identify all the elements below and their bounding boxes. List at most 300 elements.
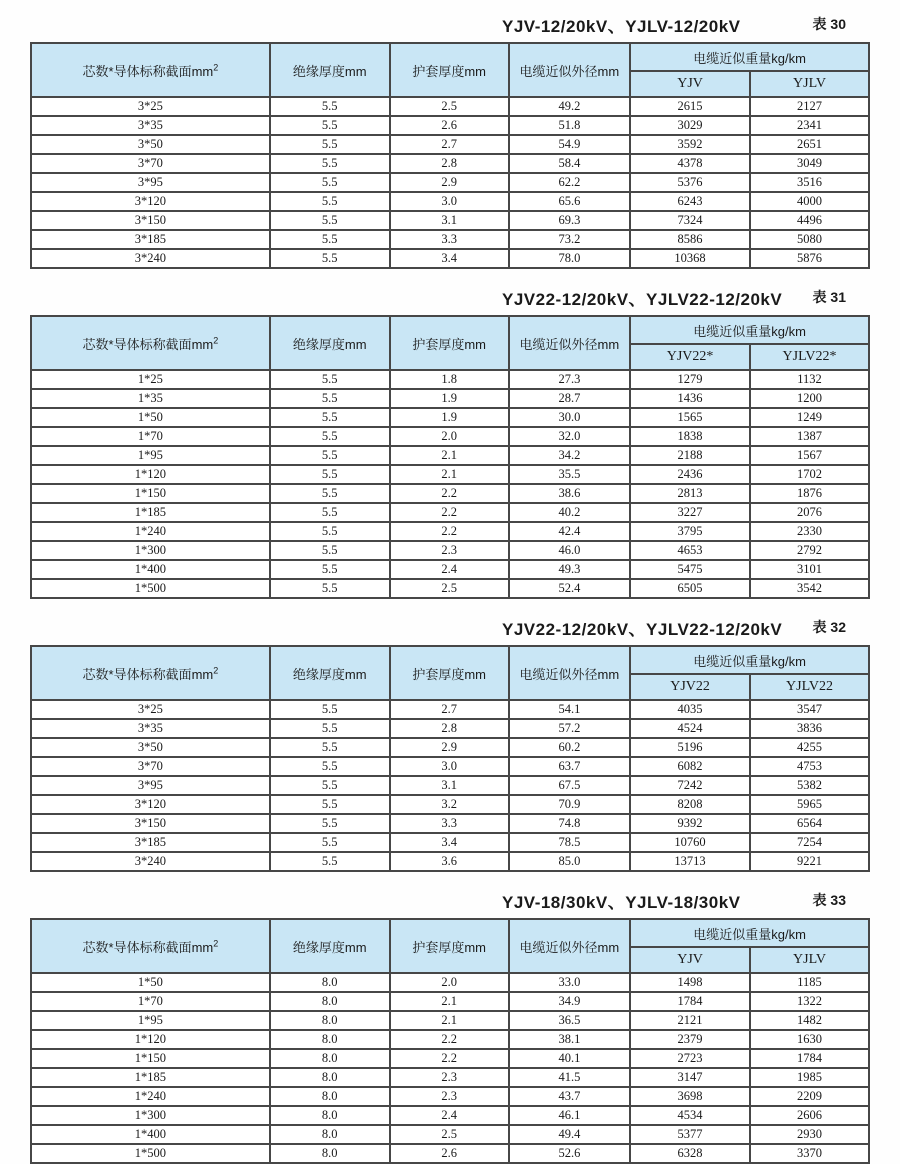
cell-sheath-thickness: 2.7 xyxy=(390,700,509,719)
cell-weight-b: 5876 xyxy=(750,249,869,268)
cell-outer-diameter: 67.5 xyxy=(509,776,631,795)
col-header-diameter: 电缆近似外径mm xyxy=(509,646,631,700)
cell-sheath-thickness: 2.2 xyxy=(390,522,509,541)
cell-outer-diameter: 49.3 xyxy=(509,560,631,579)
cell-core-section: 1*50 xyxy=(31,973,270,992)
table-row xyxy=(31,560,869,579)
cell-sheath-thickness: 2.5 xyxy=(390,1125,509,1144)
cell-outer-diameter: 85.0 xyxy=(509,852,631,871)
cell-sheath-thickness: 2.3 xyxy=(390,1087,509,1106)
cell-sheath-thickness: 1.8 xyxy=(390,370,509,389)
cell-weight-b: 1322 xyxy=(750,992,869,1011)
table-row xyxy=(31,427,869,446)
table-row xyxy=(31,1030,869,1049)
cell-weight-b: 1985 xyxy=(750,1068,869,1087)
cell-weight-b: 1567 xyxy=(750,446,869,465)
cell-core-section: 3*25 xyxy=(31,97,270,116)
table-row xyxy=(31,522,869,541)
cell-insulation-thickness: 5.5 xyxy=(270,503,390,522)
cell-sheath-thickness: 3.3 xyxy=(390,230,509,249)
cell-weight-b: 1132 xyxy=(750,370,869,389)
cell-outer-diameter: 60.2 xyxy=(509,738,631,757)
cell-weight-a: 5376 xyxy=(630,173,750,192)
cell-weight-b: 5965 xyxy=(750,795,869,814)
cell-weight-a: 6505 xyxy=(630,579,750,598)
cell-outer-diameter: 69.3 xyxy=(509,211,631,230)
cell-weight-a: 2379 xyxy=(630,1030,750,1049)
cell-weight-b: 1482 xyxy=(750,1011,869,1030)
cable-table-section xyxy=(30,12,870,269)
table-row xyxy=(31,173,869,192)
cell-outer-diameter: 52.6 xyxy=(509,1144,631,1163)
cell-core-section: 1*400 xyxy=(31,1125,270,1144)
col-header-core-section xyxy=(31,919,270,973)
cable-spec-table xyxy=(30,645,870,872)
cell-insulation-thickness: 5.5 xyxy=(270,97,390,116)
table-row xyxy=(31,1144,869,1163)
cell-weight-a: 5475 xyxy=(630,560,750,579)
cell-weight-a: 3698 xyxy=(630,1087,750,1106)
cell-weight-b: 1630 xyxy=(750,1030,869,1049)
table-row xyxy=(31,389,869,408)
table-row xyxy=(31,192,869,211)
cell-core-section: 1*50 xyxy=(31,408,270,427)
table-row xyxy=(31,795,869,814)
cell-core-section: 1*95 xyxy=(31,446,270,465)
cell-insulation-thickness: 5.5 xyxy=(270,370,390,389)
cell-weight-a: 1784 xyxy=(630,992,750,1011)
cell-sheath-thickness: 2.6 xyxy=(390,116,509,135)
cell-sheath-thickness: 2.4 xyxy=(390,560,509,579)
table-row xyxy=(31,116,869,135)
cell-weight-b: 3049 xyxy=(750,154,869,173)
table-row xyxy=(31,446,869,465)
cell-weight-a: 4378 xyxy=(630,154,750,173)
col-header-weight-0: YJV22 xyxy=(630,674,750,700)
table-row xyxy=(31,719,869,738)
cell-core-section: 1*35 xyxy=(31,389,270,408)
cell-sheath-thickness: 2.1 xyxy=(390,446,509,465)
col-header-diameter: 电缆近似外径mm xyxy=(509,43,631,97)
cell-sheath-thickness: 2.2 xyxy=(390,503,509,522)
cell-insulation-thickness: 5.5 xyxy=(270,408,390,427)
col-header-core-section-label: 芯数*导体标称截面mm xyxy=(82,939,214,955)
cell-sheath-thickness: 3.4 xyxy=(390,833,509,852)
cell-weight-b: 7254 xyxy=(750,833,869,852)
cell-weight-b: 6564 xyxy=(750,814,869,833)
cell-weight-a: 3029 xyxy=(630,116,750,135)
cable-spec-table xyxy=(30,315,870,599)
cell-weight-a: 3795 xyxy=(630,522,750,541)
cell-insulation-thickness: 8.0 xyxy=(270,1125,390,1144)
cell-insulation-thickness: 5.5 xyxy=(270,795,390,814)
cell-core-section: 1*25 xyxy=(31,370,270,389)
cell-weight-a: 4524 xyxy=(630,719,750,738)
table-row xyxy=(31,992,869,1011)
col-header-weight-group: 电缆近似重量kg/km xyxy=(630,316,869,344)
cell-insulation-thickness: 8.0 xyxy=(270,1106,390,1125)
cell-sheath-thickness: 3.1 xyxy=(390,776,509,795)
cable-table-section xyxy=(30,615,870,872)
cell-sheath-thickness: 2.7 xyxy=(390,135,509,154)
table-row xyxy=(31,700,869,719)
cell-outer-diameter: 43.7 xyxy=(509,1087,631,1106)
table-row xyxy=(31,1049,869,1068)
cell-sheath-thickness: 3.0 xyxy=(390,192,509,211)
cell-sheath-thickness: 1.9 xyxy=(390,389,509,408)
table-title: YJV22-12/20kV、YJLV22-12/20kV xyxy=(502,620,783,639)
table-row xyxy=(31,1106,869,1125)
table-row xyxy=(31,1087,869,1106)
cell-weight-a: 3227 xyxy=(630,503,750,522)
cell-core-section: 1*185 xyxy=(31,503,270,522)
cell-outer-diameter: 41.5 xyxy=(509,1068,631,1087)
cell-core-section: 1*400 xyxy=(31,560,270,579)
cell-outer-diameter: 63.7 xyxy=(509,757,631,776)
cell-weight-a: 2813 xyxy=(630,484,750,503)
col-header-insulation: 绝缘厚度mm xyxy=(270,646,390,700)
cell-weight-a: 2188 xyxy=(630,446,750,465)
cell-core-section: 1*95 xyxy=(31,1011,270,1030)
cell-insulation-thickness: 5.5 xyxy=(270,522,390,541)
cell-insulation-thickness: 5.5 xyxy=(270,173,390,192)
col-header-core-section-sup: 2 xyxy=(213,665,219,676)
cell-weight-b: 1200 xyxy=(750,389,869,408)
cell-core-section: 1*150 xyxy=(31,1049,270,1068)
table-row xyxy=(31,370,869,389)
cell-weight-b: 1702 xyxy=(750,465,869,484)
cell-sheath-thickness: 2.2 xyxy=(390,484,509,503)
cell-insulation-thickness: 5.5 xyxy=(270,427,390,446)
cell-weight-a: 8208 xyxy=(630,795,750,814)
cable-table-section xyxy=(30,285,870,599)
cell-core-section: 3*240 xyxy=(31,249,270,268)
cell-insulation-thickness: 8.0 xyxy=(270,992,390,1011)
cell-weight-a: 7242 xyxy=(630,776,750,795)
table-row xyxy=(31,97,869,116)
cell-weight-b: 5080 xyxy=(750,230,869,249)
cell-core-section: 1*120 xyxy=(31,465,270,484)
cell-sheath-thickness: 2.1 xyxy=(390,1011,509,1030)
cell-weight-b: 2209 xyxy=(750,1087,869,1106)
table-number: 表 33 xyxy=(812,892,846,908)
cell-core-section: 3*150 xyxy=(31,211,270,230)
col-header-weight-group: 电缆近似重量kg/km xyxy=(630,646,869,674)
cell-outer-diameter: 27.3 xyxy=(509,370,631,389)
cell-outer-diameter: 78.5 xyxy=(509,833,631,852)
cell-core-section: 1*70 xyxy=(31,427,270,446)
cell-outer-diameter: 73.2 xyxy=(509,230,631,249)
header-row-group xyxy=(31,646,869,674)
cell-core-section: 3*25 xyxy=(31,700,270,719)
cell-weight-a: 6082 xyxy=(630,757,750,776)
header-row-group xyxy=(31,316,869,344)
table-title: YJV22-12/20kV、YJLV22-12/20kV xyxy=(502,290,783,309)
cable-spec-table xyxy=(30,42,870,269)
cell-core-section: 3*35 xyxy=(31,719,270,738)
cell-weight-b: 3542 xyxy=(750,579,869,598)
cell-outer-diameter: 51.8 xyxy=(509,116,631,135)
cell-weight-b: 2792 xyxy=(750,541,869,560)
cell-outer-diameter: 32.0 xyxy=(509,427,631,446)
cell-insulation-thickness: 5.5 xyxy=(270,192,390,211)
cell-sheath-thickness: 3.1 xyxy=(390,211,509,230)
cell-weight-a: 5377 xyxy=(630,1125,750,1144)
cell-weight-b: 4255 xyxy=(750,738,869,757)
table-row xyxy=(31,814,869,833)
col-header-sheath: 护套厚度mm xyxy=(390,43,509,97)
cell-outer-diameter: 38.6 xyxy=(509,484,631,503)
table-row xyxy=(31,1011,869,1030)
table-row xyxy=(31,579,869,598)
table-title-row xyxy=(30,285,870,309)
col-header-weight-0: YJV xyxy=(630,71,750,97)
cell-core-section: 3*150 xyxy=(31,814,270,833)
cell-insulation-thickness: 5.5 xyxy=(270,579,390,598)
cell-core-section: 1*300 xyxy=(31,1106,270,1125)
table-title-row xyxy=(30,12,870,36)
cell-core-section: 1*500 xyxy=(31,579,270,598)
cell-core-section: 3*120 xyxy=(31,192,270,211)
col-header-weight-1: YJLV xyxy=(750,71,869,97)
cell-weight-b: 9221 xyxy=(750,852,869,871)
cell-insulation-thickness: 5.5 xyxy=(270,852,390,871)
cell-weight-b: 2930 xyxy=(750,1125,869,1144)
col-header-core-section-sup: 2 xyxy=(213,938,219,949)
cell-sheath-thickness: 2.8 xyxy=(390,154,509,173)
cell-sheath-thickness: 2.0 xyxy=(390,427,509,446)
cell-weight-b: 2076 xyxy=(750,503,869,522)
header-row-group xyxy=(31,919,869,947)
cell-insulation-thickness: 5.5 xyxy=(270,154,390,173)
col-header-insulation: 绝缘厚度mm xyxy=(270,316,390,370)
cable-spec-table xyxy=(30,918,870,1164)
cell-core-section: 1*120 xyxy=(31,1030,270,1049)
cell-sheath-thickness: 3.4 xyxy=(390,249,509,268)
col-header-core-section xyxy=(31,646,270,700)
table-row xyxy=(31,503,869,522)
cell-core-section: 3*50 xyxy=(31,135,270,154)
cell-core-section: 3*70 xyxy=(31,154,270,173)
table-row xyxy=(31,465,869,484)
cell-outer-diameter: 40.1 xyxy=(509,1049,631,1068)
cell-outer-diameter: 42.4 xyxy=(509,522,631,541)
cell-outer-diameter: 74.8 xyxy=(509,814,631,833)
table-row xyxy=(31,541,869,560)
col-header-diameter: 电缆近似外径mm xyxy=(509,316,631,370)
cell-weight-b: 3836 xyxy=(750,719,869,738)
cell-insulation-thickness: 8.0 xyxy=(270,1144,390,1163)
cell-weight-a: 2436 xyxy=(630,465,750,484)
col-header-weight-0: YJV22* xyxy=(630,344,750,370)
cell-sheath-thickness: 2.1 xyxy=(390,465,509,484)
cell-outer-diameter: 34.2 xyxy=(509,446,631,465)
cell-sheath-thickness: 3.2 xyxy=(390,795,509,814)
cell-weight-a: 6328 xyxy=(630,1144,750,1163)
cell-outer-diameter: 36.5 xyxy=(509,1011,631,1030)
table-title: YJV-12/20kV、YJLV-12/20kV xyxy=(502,17,741,36)
cell-outer-diameter: 54.9 xyxy=(509,135,631,154)
cell-insulation-thickness: 5.5 xyxy=(270,484,390,503)
col-header-insulation: 绝缘厚度mm xyxy=(270,919,390,973)
cell-outer-diameter: 49.4 xyxy=(509,1125,631,1144)
cell-core-section: 3*95 xyxy=(31,776,270,795)
cell-sheath-thickness: 2.5 xyxy=(390,579,509,598)
table-row xyxy=(31,484,869,503)
cell-insulation-thickness: 8.0 xyxy=(270,1049,390,1068)
cell-outer-diameter: 34.9 xyxy=(509,992,631,1011)
cell-weight-a: 1279 xyxy=(630,370,750,389)
header-row-group xyxy=(31,43,869,71)
cell-core-section: 3*50 xyxy=(31,738,270,757)
table-row xyxy=(31,135,869,154)
cell-outer-diameter: 46.1 xyxy=(509,1106,631,1125)
cell-outer-diameter: 28.7 xyxy=(509,389,631,408)
cell-weight-b: 3370 xyxy=(750,1144,869,1163)
col-header-weight-group: 电缆近似重量kg/km xyxy=(630,43,869,71)
table-row xyxy=(31,852,869,871)
cell-weight-b: 1185 xyxy=(750,973,869,992)
cell-sheath-thickness: 2.0 xyxy=(390,973,509,992)
cell-weight-a: 4534 xyxy=(630,1106,750,1125)
cell-weight-b: 1249 xyxy=(750,408,869,427)
cell-insulation-thickness: 5.5 xyxy=(270,560,390,579)
cell-weight-b: 2341 xyxy=(750,116,869,135)
table-row xyxy=(31,1125,869,1144)
col-header-core-section-label: 芯数*导体标称截面mm xyxy=(82,666,214,682)
cell-sheath-thickness: 2.9 xyxy=(390,173,509,192)
tables-container xyxy=(0,12,900,1164)
cell-core-section: 1*185 xyxy=(31,1068,270,1087)
cell-insulation-thickness: 5.5 xyxy=(270,776,390,795)
cell-weight-b: 3547 xyxy=(750,700,869,719)
col-header-weight-1: YJLV xyxy=(750,947,869,973)
cell-outer-diameter: 46.0 xyxy=(509,541,631,560)
cell-insulation-thickness: 5.5 xyxy=(270,249,390,268)
cell-insulation-thickness: 5.5 xyxy=(270,541,390,560)
cell-sheath-thickness: 3.6 xyxy=(390,852,509,871)
col-header-core-section-label: 芯数*导体标称截面mm xyxy=(82,336,214,352)
cell-weight-a: 2121 xyxy=(630,1011,750,1030)
cell-weight-a: 4653 xyxy=(630,541,750,560)
table-row xyxy=(31,776,869,795)
cell-weight-b: 1876 xyxy=(750,484,869,503)
cell-outer-diameter: 78.0 xyxy=(509,249,631,268)
cell-weight-b: 1784 xyxy=(750,1049,869,1068)
cell-outer-diameter: 70.9 xyxy=(509,795,631,814)
cell-weight-a: 9392 xyxy=(630,814,750,833)
cell-outer-diameter: 57.2 xyxy=(509,719,631,738)
cell-core-section: 3*35 xyxy=(31,116,270,135)
cell-outer-diameter: 30.0 xyxy=(509,408,631,427)
cell-core-section: 1*500 xyxy=(31,1144,270,1163)
cell-core-section: 1*240 xyxy=(31,522,270,541)
cell-insulation-thickness: 5.5 xyxy=(270,700,390,719)
cable-table-section xyxy=(30,888,870,1164)
cell-weight-a: 4035 xyxy=(630,700,750,719)
cell-insulation-thickness: 5.5 xyxy=(270,135,390,154)
cell-weight-a: 1436 xyxy=(630,389,750,408)
cell-core-section: 3*120 xyxy=(31,795,270,814)
cell-insulation-thickness: 5.5 xyxy=(270,211,390,230)
cell-core-section: 3*240 xyxy=(31,852,270,871)
cell-outer-diameter: 62.2 xyxy=(509,173,631,192)
table-row xyxy=(31,249,869,268)
table-row xyxy=(31,154,869,173)
cell-weight-a: 6243 xyxy=(630,192,750,211)
cell-core-section: 1*150 xyxy=(31,484,270,503)
cell-outer-diameter: 65.6 xyxy=(509,192,631,211)
cell-insulation-thickness: 5.5 xyxy=(270,757,390,776)
cell-weight-a: 3592 xyxy=(630,135,750,154)
cell-weight-a: 7324 xyxy=(630,211,750,230)
cell-core-section: 3*185 xyxy=(31,230,270,249)
cell-sheath-thickness: 2.1 xyxy=(390,992,509,1011)
table-title-row xyxy=(30,615,870,639)
cell-insulation-thickness: 5.5 xyxy=(270,833,390,852)
cell-insulation-thickness: 8.0 xyxy=(270,973,390,992)
col-header-sheath: 护套厚度mm xyxy=(390,646,509,700)
cell-insulation-thickness: 5.5 xyxy=(270,738,390,757)
col-header-core-section-sup: 2 xyxy=(213,62,219,73)
cell-core-section: 3*185 xyxy=(31,833,270,852)
col-header-core-section-sup: 2 xyxy=(213,335,219,346)
table-number: 表 32 xyxy=(812,619,846,635)
cell-sheath-thickness: 2.2 xyxy=(390,1030,509,1049)
cell-outer-diameter: 38.1 xyxy=(509,1030,631,1049)
cell-insulation-thickness: 5.5 xyxy=(270,230,390,249)
col-header-weight-0: YJV xyxy=(630,947,750,973)
cell-weight-b: 2330 xyxy=(750,522,869,541)
cell-sheath-thickness: 2.9 xyxy=(390,738,509,757)
cell-insulation-thickness: 8.0 xyxy=(270,1068,390,1087)
table-title-row xyxy=(30,888,870,912)
cell-weight-a: 1838 xyxy=(630,427,750,446)
cell-outer-diameter: 33.0 xyxy=(509,973,631,992)
table-number: 表 30 xyxy=(812,16,846,32)
col-header-weight-1: YJLV22* xyxy=(750,344,869,370)
cell-sheath-thickness: 2.5 xyxy=(390,97,509,116)
cell-outer-diameter: 54.1 xyxy=(509,700,631,719)
cell-weight-b: 1387 xyxy=(750,427,869,446)
cell-weight-a: 5196 xyxy=(630,738,750,757)
cell-weight-b: 2127 xyxy=(750,97,869,116)
cell-insulation-thickness: 5.5 xyxy=(270,719,390,738)
cell-sheath-thickness: 2.3 xyxy=(390,541,509,560)
col-header-weight-group: 电缆近似重量kg/km xyxy=(630,919,869,947)
cell-sheath-thickness: 3.3 xyxy=(390,814,509,833)
cell-insulation-thickness: 8.0 xyxy=(270,1030,390,1049)
table-row xyxy=(31,738,869,757)
cell-weight-b: 3516 xyxy=(750,173,869,192)
cell-sheath-thickness: 2.2 xyxy=(390,1049,509,1068)
table-row xyxy=(31,230,869,249)
cell-outer-diameter: 58.4 xyxy=(509,154,631,173)
cell-weight-b: 3101 xyxy=(750,560,869,579)
col-header-sheath: 护套厚度mm xyxy=(390,316,509,370)
col-header-weight-1: YJLV22 xyxy=(750,674,869,700)
cell-weight-a: 1565 xyxy=(630,408,750,427)
cell-insulation-thickness: 5.5 xyxy=(270,389,390,408)
cell-insulation-thickness: 5.5 xyxy=(270,465,390,484)
cell-sheath-thickness: 2.4 xyxy=(390,1106,509,1125)
cell-insulation-thickness: 5.5 xyxy=(270,446,390,465)
table-row xyxy=(31,833,869,852)
cell-core-section: 1*240 xyxy=(31,1087,270,1106)
cell-weight-a: 8586 xyxy=(630,230,750,249)
cell-insulation-thickness: 8.0 xyxy=(270,1011,390,1030)
cell-weight-a: 10760 xyxy=(630,833,750,852)
